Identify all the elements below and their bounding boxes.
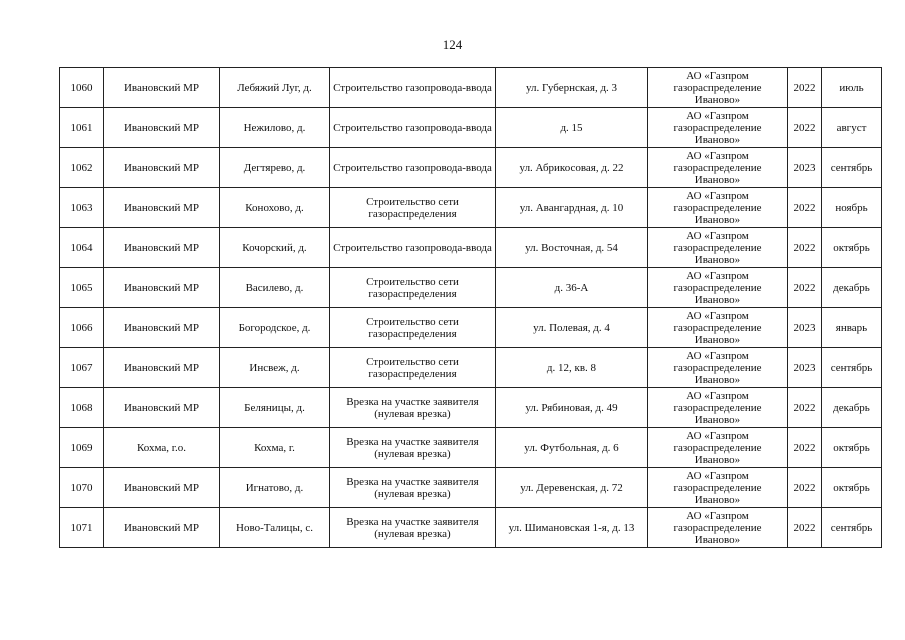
row-number-cell: 1063 bbox=[60, 188, 104, 228]
month-cell: сентябрь bbox=[822, 148, 882, 188]
organization-cell: АО «Газпром газораспределение Иваново» bbox=[648, 268, 788, 308]
year-cell: 2022 bbox=[788, 188, 822, 228]
row-number-cell: 1068 bbox=[60, 388, 104, 428]
locality-cell: Кочорский, д. bbox=[220, 228, 330, 268]
work-type-cell: Врезка на участке заявителя (нулевая врезка) bbox=[330, 508, 496, 548]
work-type-cell: Строительство сети газораспределения bbox=[330, 348, 496, 388]
locality-cell: Василево, д. bbox=[220, 268, 330, 308]
organization-cell: АО «Газпром газораспределение Иваново» bbox=[648, 108, 788, 148]
organization-cell: АО «Газпром газораспределение Иваново» bbox=[648, 388, 788, 428]
address-cell: ул. Полевая, д. 4 bbox=[496, 308, 648, 348]
district-cell: Ивановский МР bbox=[104, 348, 220, 388]
row-number-cell: 1062 bbox=[60, 148, 104, 188]
month-cell: декабрь bbox=[822, 388, 882, 428]
row-number-cell: 1061 bbox=[60, 108, 104, 148]
locality-cell: Инсвеж, д. bbox=[220, 348, 330, 388]
address-cell: д. 12, кв. 8 bbox=[496, 348, 648, 388]
table-row bbox=[60, 428, 882, 468]
district-cell: Ивановский МР bbox=[104, 68, 220, 108]
address-cell: д. 15 bbox=[496, 108, 648, 148]
address-cell: ул. Деревенская, д. 72 bbox=[496, 468, 648, 508]
year-cell: 2022 bbox=[788, 228, 822, 268]
address-cell: ул. Футбольная, д. 6 bbox=[496, 428, 648, 468]
address-cell: ул. Авангардная, д. 10 bbox=[496, 188, 648, 228]
work-type-cell: Врезка на участке заявителя (нулевая врезка) bbox=[330, 468, 496, 508]
row-number-cell: 1067 bbox=[60, 348, 104, 388]
table-body bbox=[60, 68, 882, 548]
work-type-cell: Строительство газопровода-ввода bbox=[330, 228, 496, 268]
district-cell: Ивановский МР bbox=[104, 468, 220, 508]
row-number-cell: 1070 bbox=[60, 468, 104, 508]
year-cell: 2022 bbox=[788, 388, 822, 428]
month-cell: октябрь bbox=[822, 228, 882, 268]
month-cell: октябрь bbox=[822, 468, 882, 508]
row-number-cell: 1064 bbox=[60, 228, 104, 268]
organization-cell: АО «Газпром газораспределение Иваново» bbox=[648, 68, 788, 108]
year-cell: 2022 bbox=[788, 268, 822, 308]
month-cell: январь bbox=[822, 308, 882, 348]
address-cell: ул. Шимановская 1-я, д. 13 bbox=[496, 508, 648, 548]
year-cell: 2022 bbox=[788, 428, 822, 468]
row-number-cell: 1060 bbox=[60, 68, 104, 108]
locality-cell: Беляницы, д. bbox=[220, 388, 330, 428]
month-cell: сентябрь bbox=[822, 348, 882, 388]
locality-cell: Игнатово, д. bbox=[220, 468, 330, 508]
district-cell: Ивановский МР bbox=[104, 228, 220, 268]
address-cell: ул. Рябиновая, д. 49 bbox=[496, 388, 648, 428]
year-cell: 2022 bbox=[788, 468, 822, 508]
row-number-cell: 1069 bbox=[60, 428, 104, 468]
month-cell: декабрь bbox=[822, 268, 882, 308]
locality-cell: Богородское, д. bbox=[220, 308, 330, 348]
month-cell: ноябрь bbox=[822, 188, 882, 228]
organization-cell: АО «Газпром газораспределение Иваново» bbox=[648, 148, 788, 188]
work-type-cell: Строительство сети газораспределения bbox=[330, 188, 496, 228]
work-type-cell: Строительство сети газораспределения bbox=[330, 308, 496, 348]
work-type-cell: Строительство сети газораспределения bbox=[330, 268, 496, 308]
table-row bbox=[60, 228, 882, 268]
locality-cell: Конохово, д. bbox=[220, 188, 330, 228]
year-cell: 2022 bbox=[788, 108, 822, 148]
organization-cell: АО «Газпром газораспределение Иваново» bbox=[648, 308, 788, 348]
district-cell: Ивановский МР bbox=[104, 188, 220, 228]
address-cell: ул. Абрикосовая, д. 22 bbox=[496, 148, 648, 188]
row-number-cell: 1065 bbox=[60, 268, 104, 308]
locality-cell: Нежилово, д. bbox=[220, 108, 330, 148]
year-cell: 2023 bbox=[788, 148, 822, 188]
table-row bbox=[60, 388, 882, 428]
table-row bbox=[60, 148, 882, 188]
organization-cell: АО «Газпром газораспределение Иваново» bbox=[648, 228, 788, 268]
year-cell: 2022 bbox=[788, 508, 822, 548]
locality-cell: Ново-Талицы, с. bbox=[220, 508, 330, 548]
table-row bbox=[60, 68, 882, 108]
month-cell: июль bbox=[822, 68, 882, 108]
year-cell: 2023 bbox=[788, 348, 822, 388]
table-row bbox=[60, 508, 882, 548]
locality-cell: Дегтярево, д. bbox=[220, 148, 330, 188]
table-row bbox=[60, 108, 882, 148]
month-cell: сентябрь bbox=[822, 508, 882, 548]
month-cell: август bbox=[822, 108, 882, 148]
table-row bbox=[60, 268, 882, 308]
year-cell: 2023 bbox=[788, 308, 822, 348]
address-cell: ул. Губернская, д. 3 bbox=[496, 68, 648, 108]
work-type-cell: Строительство газопровода-ввода bbox=[330, 108, 496, 148]
page-number: 124 bbox=[442, 37, 463, 52]
work-type-cell: Врезка на участке заявителя (нулевая врезка) bbox=[330, 428, 496, 468]
row-number-cell: 1066 bbox=[60, 308, 104, 348]
organization-cell: АО «Газпром газораспределение Иваново» bbox=[648, 508, 788, 548]
district-cell: Ивановский МР bbox=[104, 268, 220, 308]
table-row bbox=[60, 188, 882, 228]
locality-cell: Кохма, г. bbox=[220, 428, 330, 468]
organization-cell: АО «Газпром газораспределение Иваново» bbox=[648, 348, 788, 388]
organization-cell: АО «Газпром газораспределение Иваново» bbox=[648, 188, 788, 228]
work-type-cell: Врезка на участке заявителя (нулевая врезка) bbox=[330, 388, 496, 428]
district-cell: Ивановский МР bbox=[104, 388, 220, 428]
organization-cell: АО «Газпром газораспределение Иваново» bbox=[648, 428, 788, 468]
gasification-table bbox=[59, 67, 882, 548]
table-row bbox=[60, 348, 882, 388]
table-row bbox=[60, 308, 882, 348]
district-cell: Ивановский МР bbox=[104, 148, 220, 188]
district-cell: Ивановский МР bbox=[104, 508, 220, 548]
organization-cell: АО «Газпром газораспределение Иваново» bbox=[648, 468, 788, 508]
year-cell: 2022 bbox=[788, 68, 822, 108]
table-row bbox=[60, 468, 882, 508]
row-number-cell: 1071 bbox=[60, 508, 104, 548]
district-cell: Кохма, г.о. bbox=[104, 428, 220, 468]
work-type-cell: Строительство газопровода-ввода bbox=[330, 148, 496, 188]
work-type-cell: Строительство газопровода-ввода bbox=[330, 68, 496, 108]
address-cell: ул. Восточная, д. 54 bbox=[496, 228, 648, 268]
address-cell: д. 36-А bbox=[496, 268, 648, 308]
district-cell: Ивановский МР bbox=[104, 108, 220, 148]
locality-cell: Лебяжий Луг, д. bbox=[220, 68, 330, 108]
district-cell: Ивановский МР bbox=[104, 308, 220, 348]
month-cell: октябрь bbox=[822, 428, 882, 468]
